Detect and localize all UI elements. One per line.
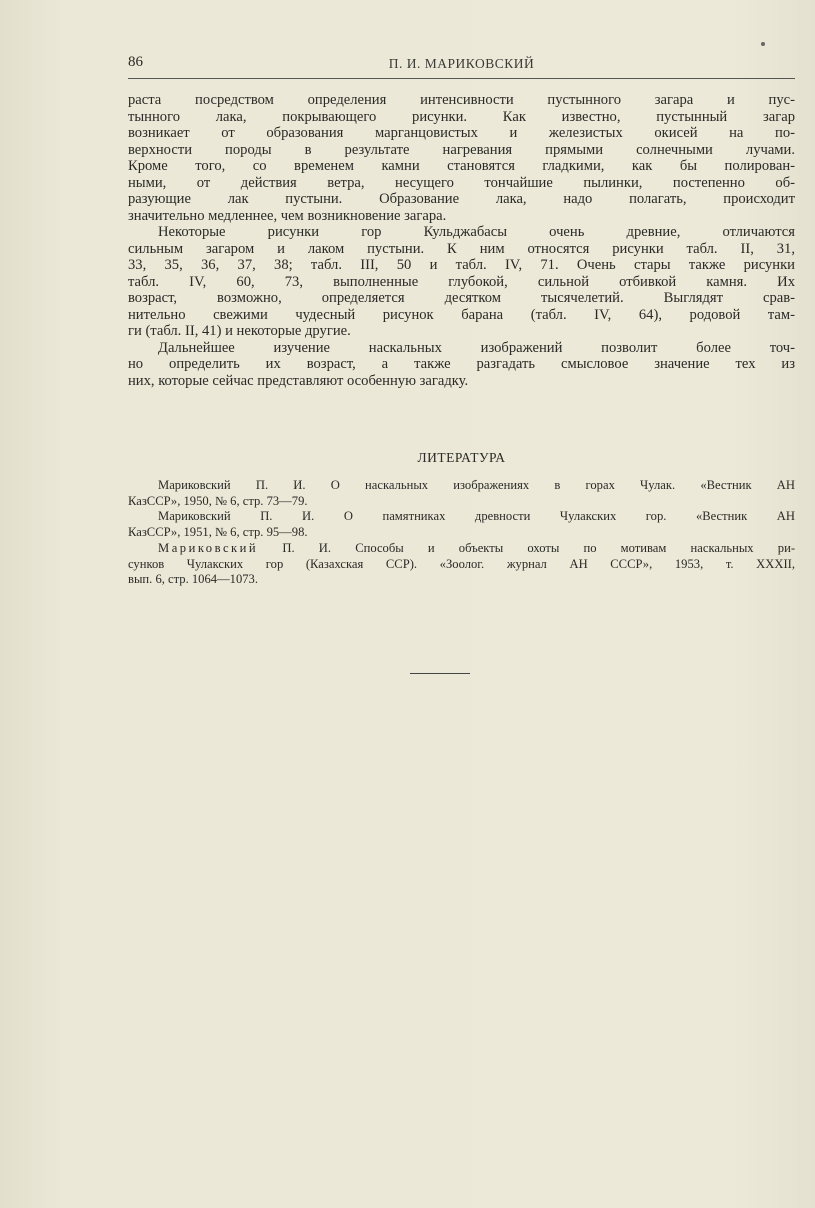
body-text bbox=[128, 92, 795, 389]
ref-author-initials: П. И. bbox=[282, 540, 332, 555]
paragraph-1 bbox=[128, 92, 795, 224]
text-line: тынного лака, покрывающего рисунки. Как известно, пустынный загар bbox=[128, 108, 795, 125]
ref-text: сунков Чулакских гор (Казахская ССР). «Зоолог. журнал АН СССР», 1953, т. XXXII, bbox=[128, 556, 795, 571]
text-line: ги (табл. II, 41) и некоторые другие. bbox=[128, 323, 351, 339]
paragraph-2 bbox=[128, 224, 795, 340]
text-line: нительно свежими чудесный рисунок барана (табл. IV, 64), родовой там- bbox=[128, 306, 795, 323]
text-line: верхности породы в результате нагревания прямыми солнечными лучами. bbox=[128, 141, 795, 158]
text-line: Некоторые рисунки гор Кульджабасы очень древние, отличаются bbox=[158, 224, 795, 240]
text-line: табл. IV, 60, 73, выполненные глубокой, сильной отбивкой камня. Их bbox=[128, 273, 795, 290]
text-line: возраст, возможно, определяется десятком тысячелетий. Выглядят срав- bbox=[128, 290, 795, 306]
text-line: Кроме того, со временем камни становятся гладкими, как бы полирован- bbox=[128, 158, 795, 174]
text-line: раста посредством определения интенсивности пустынного загара и пус- bbox=[128, 92, 795, 108]
ref-text: О наскальных изображениях в горах Чулак. «Вестник АН bbox=[330, 478, 795, 492]
ref-text: Способы и объекты охоты по мотивам наскальных ри- bbox=[355, 540, 795, 555]
page-number: 86 bbox=[128, 54, 143, 70]
reference-item bbox=[128, 509, 795, 540]
text-line: Дальнейшее изучение наскальных изображений позволит более точ- bbox=[158, 339, 795, 356]
reference-item bbox=[128, 541, 795, 588]
running-title: П. И. МАРИКОВСКИЙ bbox=[388, 56, 535, 71]
ref-author: Мариковский П. И. bbox=[158, 478, 306, 492]
text-line: 33, 35, 36, 37, 38; табл. III, 50 и табл. IV, 71. Очень стары также рисунки bbox=[128, 257, 795, 273]
paragraph-3 bbox=[128, 340, 795, 390]
text-line: но определить их возраст, а также разгадать смысловое значение тех из bbox=[128, 356, 795, 372]
ref-text: КазССР», 1950, № 6, стр. 73—79. bbox=[128, 493, 308, 508]
header-rule bbox=[128, 78, 795, 79]
scan-speck bbox=[761, 42, 765, 46]
page-header bbox=[128, 54, 795, 76]
text-line: ными, от действия ветра, несущего тончайшие пылинки, постепенно об- bbox=[128, 174, 795, 191]
ref-text: КазССР», 1951, № 6, стр. 95—98. bbox=[128, 525, 308, 540]
ref-text: О памятниках древности Чулакских гор. «Вестник АН bbox=[343, 509, 795, 524]
ref-text: вып. 6, стр. 1064—1073. bbox=[128, 572, 258, 587]
text-line: значительно медленнее, чем возникновение загара. bbox=[128, 207, 447, 224]
reference-list bbox=[128, 478, 795, 588]
end-separator bbox=[410, 673, 470, 674]
text-line: сильным загаром и лаком пустыни. К ним относятся рисунки табл. II, 31, bbox=[128, 240, 795, 257]
literature-heading: ЛИТЕРАТУРА bbox=[417, 450, 506, 465]
text-line: разующие лак пустыни. Образование лака, надо полагать, происходит bbox=[128, 191, 795, 207]
ref-author: Мариковский bbox=[158, 540, 259, 555]
ref-author: Мариковский П. И. bbox=[158, 509, 315, 524]
reference-item bbox=[128, 478, 795, 509]
text-line: возникает от образования марганцовистых и железистых окисей на по- bbox=[128, 125, 795, 141]
text-line: них, которые сейчас представляют особенную загадку. bbox=[128, 372, 469, 389]
